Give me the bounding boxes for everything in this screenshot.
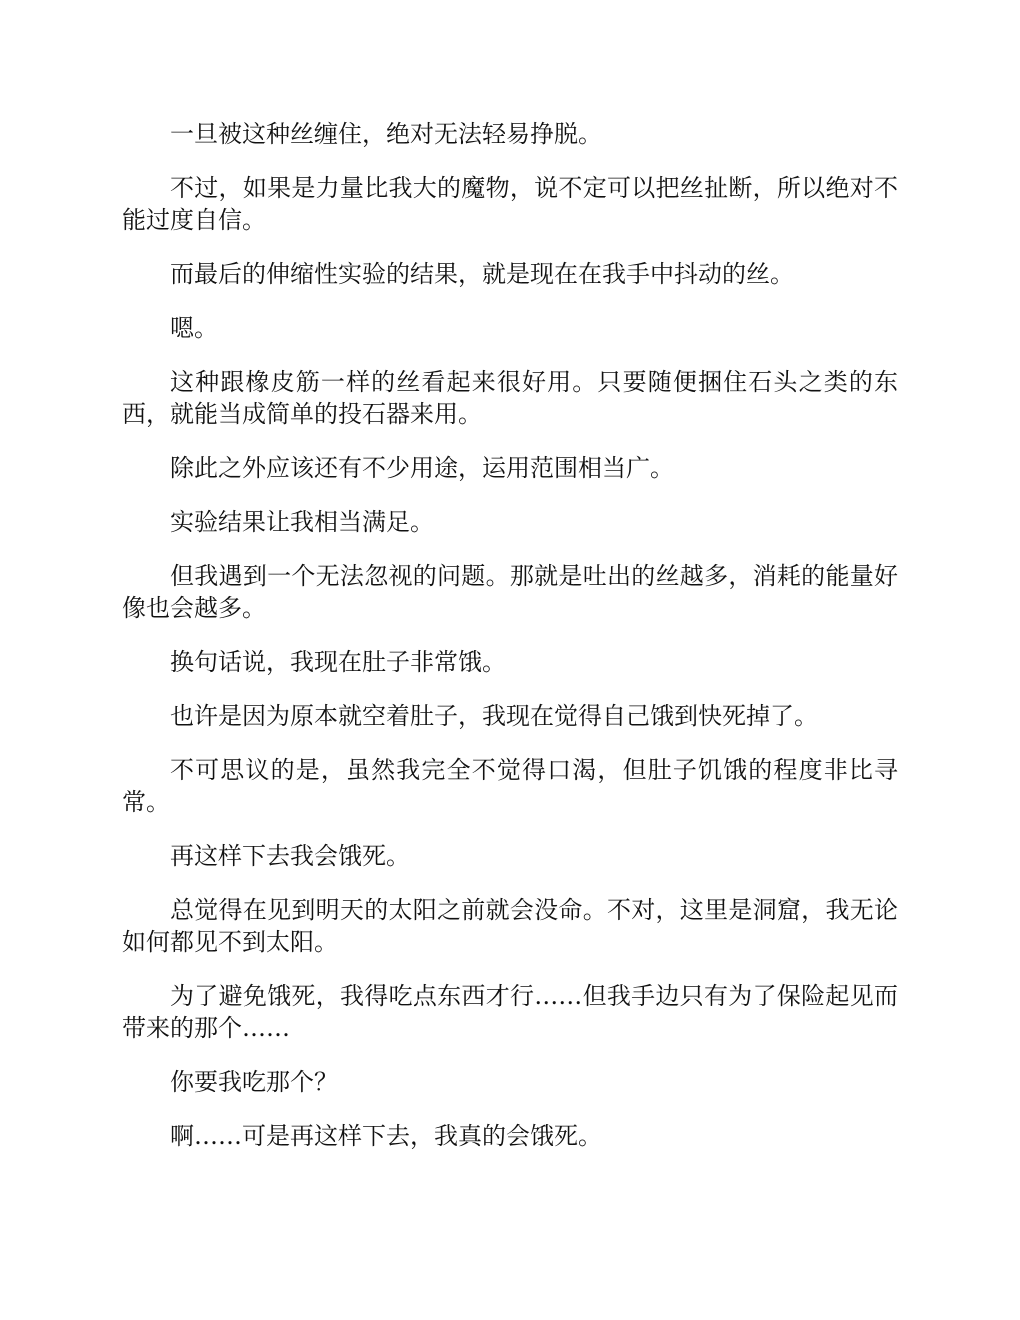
paragraph: 不过，如果是力量比我大的魔物，说不定可以把丝扯断，所以绝对不能过度自信。 xyxy=(122,174,898,234)
paragraph: 总觉得在见到明天的太阳之前就会没命。不对，这里是洞窟，我无论如何都见不到太阳。 xyxy=(122,896,898,956)
paragraph: 啊……可是再这样下去，我真的会饿死。 xyxy=(170,1122,602,1150)
paragraph: 不可思议的是，虽然我完全不觉得口渴，但肚子饥饿的程度非比寻常。 xyxy=(122,756,898,816)
paragraph: 嗯。 xyxy=(170,314,218,342)
paragraph: 再这样下去我会饿死。 xyxy=(170,842,410,870)
document-body xyxy=(122,118,898,1174)
paragraph: 为了避免饿死，我得吃点东西才行……但我手边只有为了保险起见而带来的那个…… xyxy=(122,982,898,1042)
paragraph: 一旦被这种丝缠住，绝对无法轻易挣脱。 xyxy=(170,120,602,148)
paragraph: 但我遇到一个无法忽视的问题。那就是吐出的丝越多，消耗的能量好像也会越多。 xyxy=(122,562,898,622)
paragraph: 换句话说，我现在肚子非常饿。 xyxy=(170,648,506,676)
paragraph: 你要我吃那个？ xyxy=(170,1068,338,1096)
paragraph: 这种跟橡皮筋一样的丝看起来很好用。只要随便捆住石头之类的东西，就能当成简单的投石器来用。 xyxy=(122,368,898,428)
paragraph: 实验结果让我相当满足。 xyxy=(170,508,434,536)
paragraph: 而最后的伸缩性实验的结果，就是现在在我手中抖动的丝。 xyxy=(170,260,794,288)
paragraph: 也许是因为原本就空着肚子，我现在觉得自己饿到快死掉了。 xyxy=(170,702,818,730)
paragraph: 除此之外应该还有不少用途，运用范围相当广。 xyxy=(170,454,674,482)
